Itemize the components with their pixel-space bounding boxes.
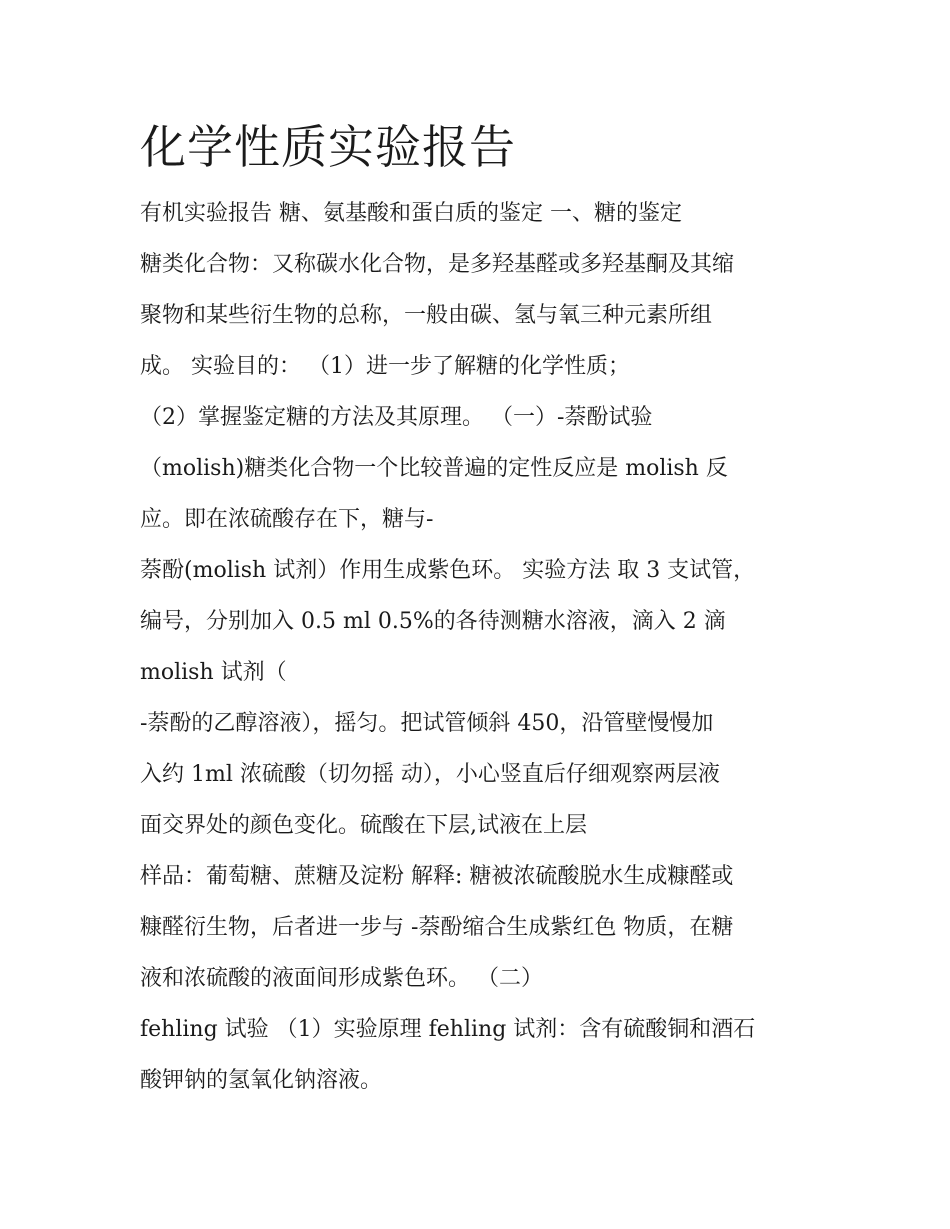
text-line: molish 试剂（ (140, 660, 287, 685)
document-body (140, 188, 840, 1106)
text-line: 成。 实验目的： （1）进一步了解糖的化学性质； (140, 354, 630, 379)
text-line: 编号，分别加入 0.5 ml 0.5%的各待测糖水溶液，滴入 2 滴 (140, 609, 726, 634)
text-line: 样品：葡萄糖、蔗糖及淀粉 解释: 糖被浓硫酸脱水生成糠醛或 (140, 864, 734, 889)
text-line: 应。即在浓硫酸存在下，糖与- (140, 507, 434, 532)
text-line: fehling 试验 （1）实验原理 fehling 试剂：含有硫酸铜和酒石 (140, 1017, 756, 1042)
text-line: 入约 1ml 浓硫酸（切勿摇 动），小心竖直后仔细观察两层液 (140, 762, 720, 787)
text-line: -萘酚的乙醇溶液），摇匀。把试管倾斜 450，沿管壁慢慢加 (140, 711, 714, 736)
document-title: 化学性质实验报告 (140, 120, 516, 174)
document-page (140, 112, 840, 1106)
text-line: 酸钾钠的氢氧化钠溶液。 (140, 1068, 383, 1093)
text-line: 萘酚(molish 试剂）作用生成紫色环。 实验方法 取 3 支试管， (140, 558, 756, 583)
text-line: 糖类化合物：又称碳水化合物，是多羟基醛或多羟基酮及其缩 (140, 252, 735, 277)
text-line: 聚物和某些衍生物的总称，一般由碳、氢与氧三种元素所组 (140, 303, 713, 328)
text-line: （molish)糖类化合物一个比较普遍的定性反应是 molish 反 (140, 456, 728, 481)
text-line: （2）掌握鉴定糖的方法及其原理。 （一）-萘酚试验 (140, 405, 653, 430)
text-line: 糠醛衍生物，后者进一步与 -萘酚缩合生成紫红色 物质，在糖 (140, 915, 734, 940)
text-line: 有机实验报告 糖、氨基酸和蛋白质的鉴定 一、糖的鉴定 (140, 201, 682, 226)
text-line: 面交界处的颜色变化。硫酸在下层,试液在上层 (140, 813, 587, 838)
text-line: 液和浓硫酸的液面间形成紫色环。 （二） (140, 966, 543, 991)
